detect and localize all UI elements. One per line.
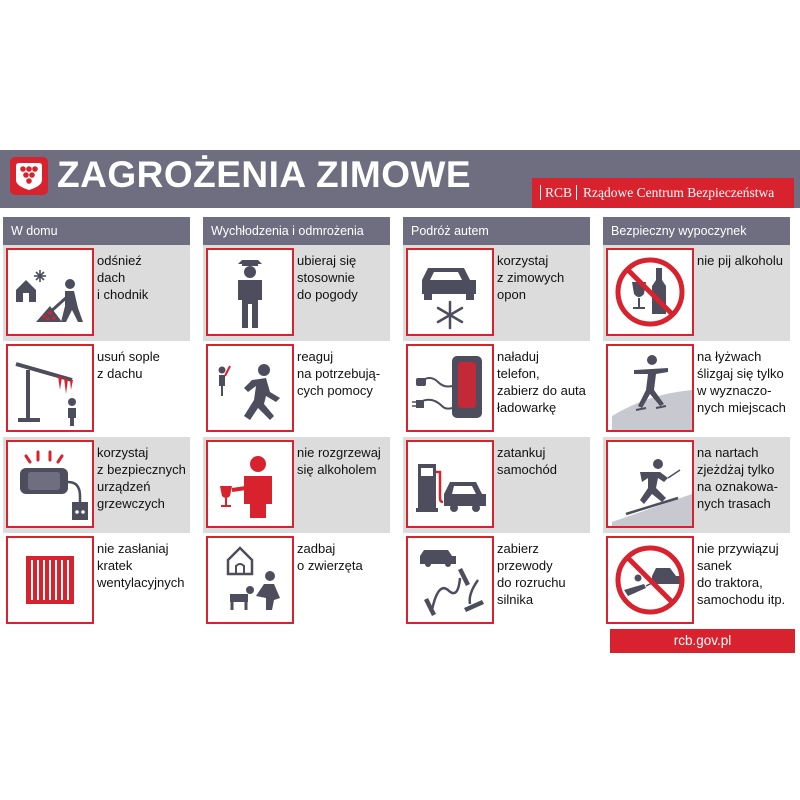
item-text: na nartach zjeżdżaj tylko na oznakowa- nych trasach	[697, 445, 778, 511]
column-header: W domu	[3, 217, 190, 245]
list-item	[403, 245, 590, 341]
jumper-cables-icon	[406, 536, 494, 624]
column-wychlodzenia	[203, 217, 390, 630]
column-w-domu	[3, 217, 190, 630]
item-text: nie rozgrzewaj się alkoholem	[297, 445, 381, 477]
warm-clothes-person-icon	[206, 248, 294, 336]
running-help-icon	[206, 344, 294, 432]
page-title: ZAGROŻENIA ZIMOWE	[57, 154, 472, 195]
item-text: odśnieź dach i chodnik	[97, 253, 149, 302]
list-item	[403, 341, 590, 437]
list-item	[203, 437, 390, 533]
list-item	[603, 533, 790, 629]
car-snowflake-icon	[406, 248, 494, 336]
fuel-pump-car-icon	[406, 440, 494, 528]
item-text: nie zasłaniaj kratek wentylacyjnych	[97, 541, 185, 590]
item-text: reaguj na potrzebują- cych pomocy	[297, 349, 381, 398]
item-text: zabierz przewody do rozruchu silnika	[497, 541, 566, 607]
column-header: Bezpieczny wypoczynek	[603, 217, 790, 245]
no-alcohol-icon	[606, 248, 694, 336]
item-text: na łyżwach ślizgaj się tylko w wyznaczo- nych miejscach	[697, 349, 786, 415]
item-text: korzystaj z zimowych opon	[497, 253, 565, 302]
list-item	[603, 341, 790, 437]
list-item	[3, 341, 190, 437]
list-item	[3, 437, 190, 533]
item-text: nie pij alkoholu	[697, 253, 784, 268]
list-item	[403, 437, 590, 533]
list-item	[3, 533, 190, 629]
skier-icon	[606, 440, 694, 528]
ice-skater-icon	[606, 344, 694, 432]
shovel-snow-icon	[6, 248, 94, 336]
list-item	[203, 341, 390, 437]
list-item	[203, 533, 390, 629]
website-link[interactable]: rcb.gov.pl	[610, 629, 795, 653]
doghouse-pet-icon	[206, 536, 294, 624]
rcb-logo-icon	[10, 157, 48, 195]
alcohol-person-icon	[206, 440, 294, 528]
no-sled-towing-icon	[606, 536, 694, 624]
column-header: Wychłodzenia i odmrożenia	[203, 217, 390, 245]
list-item	[203, 245, 390, 341]
vent-grille-icon	[6, 536, 94, 624]
item-text: naładuj telefon, zabierz do auta ładowarkę	[497, 349, 586, 415]
list-item	[3, 245, 190, 341]
org-abbr: RCB	[540, 185, 577, 200]
item-text: zatankuj samochód	[497, 445, 557, 477]
column-podroz-autem	[403, 217, 590, 630]
list-item	[403, 533, 590, 629]
heater-plug-icon	[6, 440, 94, 528]
item-text: usuń sople z dachu	[97, 349, 160, 381]
org-badge	[532, 178, 794, 208]
item-text: zadbaj o zwierzęta	[297, 541, 363, 573]
item-text: nie przywiązuj sanek do traktora, samochodu itp.	[697, 541, 786, 607]
item-text: ubieraj się stosownie do pogody	[297, 253, 358, 302]
list-item	[603, 437, 790, 533]
phone-charger-icon	[406, 344, 494, 432]
column-bezpieczny-wypoczynek	[603, 217, 790, 630]
list-item	[603, 245, 790, 341]
icicles-roof-icon	[6, 344, 94, 432]
column-header: Podróż autem	[403, 217, 590, 245]
item-text: korzystaj z bezpiecznych urządzeń grzewczych	[97, 445, 186, 511]
org-name: Rządowe Centrum Bezpieczeństwa	[583, 185, 775, 200]
